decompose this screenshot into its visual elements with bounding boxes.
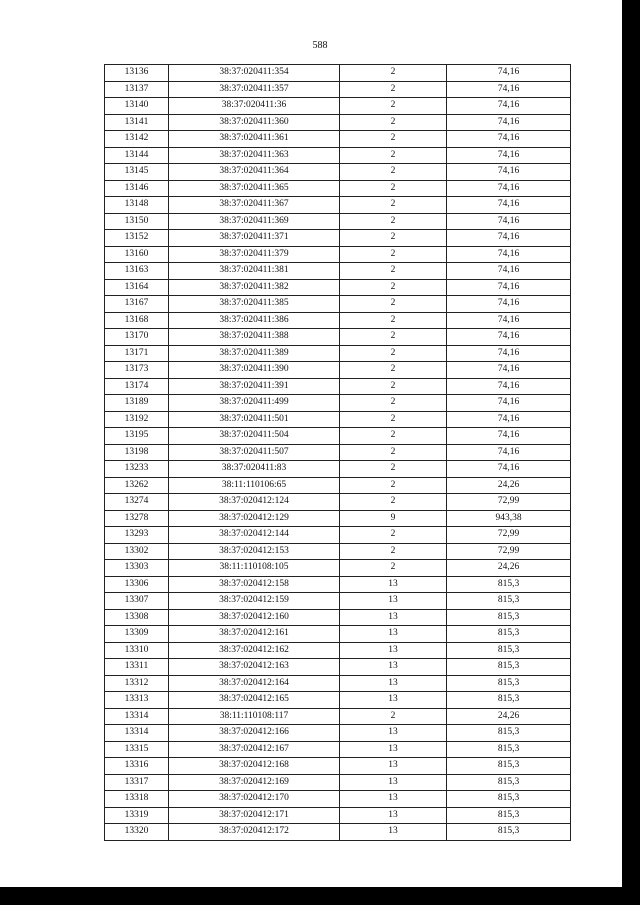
cadastral-number-cell: 38:37:020412:129 — [169, 510, 340, 527]
count-cell: 2 — [340, 296, 447, 313]
row-number-cell: 13167 — [105, 296, 169, 313]
value-cell: 815,3 — [447, 741, 571, 758]
row-number-cell: 13233 — [105, 461, 169, 478]
table-row — [105, 279, 571, 296]
value-cell: 74,16 — [447, 65, 571, 82]
table-row — [105, 576, 571, 593]
table-row — [105, 461, 571, 478]
value-cell: 74,16 — [447, 81, 571, 98]
table-row — [105, 444, 571, 461]
count-cell: 9 — [340, 510, 447, 527]
table-row — [105, 527, 571, 544]
row-number-cell: 13145 — [105, 164, 169, 181]
row-number-cell: 13164 — [105, 279, 169, 296]
table-row — [105, 164, 571, 181]
value-cell: 815,3 — [447, 774, 571, 791]
count-cell: 2 — [340, 560, 447, 577]
row-number-cell: 13137 — [105, 81, 169, 98]
table-row — [105, 725, 571, 742]
value-cell: 24,26 — [447, 708, 571, 725]
value-cell: 815,3 — [447, 758, 571, 775]
value-cell: 815,3 — [447, 675, 571, 692]
value-cell: 74,16 — [447, 378, 571, 395]
cadastral-number-cell: 38:37:020411:381 — [169, 263, 340, 280]
table-body — [105, 65, 571, 841]
count-cell: 13 — [340, 659, 447, 676]
count-cell: 13 — [340, 741, 447, 758]
row-number-cell: 13310 — [105, 642, 169, 659]
table-row — [105, 246, 571, 263]
value-cell: 74,16 — [447, 345, 571, 362]
cadastral-number-cell: 38:37:020411:357 — [169, 81, 340, 98]
value-cell: 74,16 — [447, 164, 571, 181]
cadastral-number-cell: 38:37:020412:171 — [169, 807, 340, 824]
count-cell: 2 — [340, 279, 447, 296]
table-row — [105, 378, 571, 395]
row-number-cell: 13317 — [105, 774, 169, 791]
table-row — [105, 296, 571, 313]
cadastral-number-cell: 38:37:020412:124 — [169, 494, 340, 511]
count-cell: 2 — [340, 246, 447, 263]
value-cell: 815,3 — [447, 725, 571, 742]
cadastral-number-cell: 38:37:020412:164 — [169, 675, 340, 692]
table-row — [105, 197, 571, 214]
count-cell: 13 — [340, 824, 447, 841]
cadastral-number-cell: 38:37:020412:169 — [169, 774, 340, 791]
value-cell: 72,99 — [447, 527, 571, 544]
count-cell: 13 — [340, 791, 447, 808]
row-number-cell: 13306 — [105, 576, 169, 593]
row-number-cell: 13319 — [105, 807, 169, 824]
table-row — [105, 675, 571, 692]
table-row — [105, 180, 571, 197]
cadastral-number-cell: 38:37:020412:162 — [169, 642, 340, 659]
scan-edge-right — [622, 0, 640, 905]
table-row — [105, 609, 571, 626]
cadastral-number-cell: 38:37:020412:160 — [169, 609, 340, 626]
row-number-cell: 13293 — [105, 527, 169, 544]
count-cell: 2 — [340, 131, 447, 148]
cadastral-number-cell: 38:37:020411:382 — [169, 279, 340, 296]
value-cell: 815,3 — [447, 824, 571, 841]
row-number-cell: 13173 — [105, 362, 169, 379]
value-cell: 74,16 — [447, 428, 571, 445]
cadastral-number-cell: 38:37:020412:153 — [169, 543, 340, 560]
value-cell: 74,16 — [447, 230, 571, 247]
cadastral-number-cell: 38:37:020412:168 — [169, 758, 340, 775]
value-cell: 74,16 — [447, 213, 571, 230]
count-cell: 2 — [340, 81, 447, 98]
value-cell: 74,16 — [447, 362, 571, 379]
count-cell: 2 — [340, 180, 447, 197]
row-number-cell: 13309 — [105, 626, 169, 643]
row-number-cell: 13148 — [105, 197, 169, 214]
cadastral-number-cell: 38:37:020411:499 — [169, 395, 340, 412]
cadastral-number-cell: 38:37:020412:172 — [169, 824, 340, 841]
row-number-cell: 13150 — [105, 213, 169, 230]
table-row — [105, 428, 571, 445]
value-cell: 74,16 — [447, 279, 571, 296]
row-number-cell: 13141 — [105, 114, 169, 131]
value-cell: 74,16 — [447, 312, 571, 329]
table-row — [105, 81, 571, 98]
cadastral-number-cell: 38:37:020411:360 — [169, 114, 340, 131]
count-cell: 13 — [340, 576, 447, 593]
table-row — [105, 263, 571, 280]
table-row — [105, 791, 571, 808]
count-cell: 2 — [340, 345, 447, 362]
value-cell: 815,3 — [447, 609, 571, 626]
value-cell: 815,3 — [447, 692, 571, 709]
table-row — [105, 131, 571, 148]
count-cell: 2 — [340, 114, 447, 131]
cadastral-number-cell: 38:11:110108:117 — [169, 708, 340, 725]
cadastral-number-cell: 38:37:020411:363 — [169, 147, 340, 164]
cadastral-number-cell: 38:37:020411:390 — [169, 362, 340, 379]
table-row — [105, 741, 571, 758]
count-cell: 2 — [340, 263, 447, 280]
count-cell: 2 — [340, 444, 447, 461]
cadastral-number-cell: 38:37:020412:144 — [169, 527, 340, 544]
count-cell: 2 — [340, 98, 447, 115]
table-row — [105, 626, 571, 643]
count-cell: 2 — [340, 477, 447, 494]
value-cell: 74,16 — [447, 461, 571, 478]
value-cell: 24,26 — [447, 477, 571, 494]
scan-edge-bottom — [0, 887, 640, 905]
row-number-cell: 13136 — [105, 65, 169, 82]
cadastral-number-cell: 38:37:020411:361 — [169, 131, 340, 148]
row-number-cell: 13152 — [105, 230, 169, 247]
count-cell: 2 — [340, 362, 447, 379]
count-cell: 2 — [340, 213, 447, 230]
row-number-cell: 13146 — [105, 180, 169, 197]
count-cell: 2 — [340, 708, 447, 725]
cadastral-number-cell: 38:37:020411:364 — [169, 164, 340, 181]
cadastral-number-cell: 38:37:020411:388 — [169, 329, 340, 346]
value-cell: 815,3 — [447, 576, 571, 593]
value-cell: 74,16 — [447, 296, 571, 313]
table-row — [105, 411, 571, 428]
row-number-cell: 13320 — [105, 824, 169, 841]
table-row — [105, 345, 571, 362]
row-number-cell: 13315 — [105, 741, 169, 758]
row-number-cell: 13312 — [105, 675, 169, 692]
count-cell: 2 — [340, 147, 447, 164]
table-row — [105, 560, 571, 577]
value-cell: 815,3 — [447, 626, 571, 643]
count-cell: 13 — [340, 675, 447, 692]
count-cell: 13 — [340, 609, 447, 626]
row-number-cell: 13174 — [105, 378, 169, 395]
count-cell: 2 — [340, 494, 447, 511]
cadastral-number-cell: 38:37:020411:83 — [169, 461, 340, 478]
cadastral-number-cell: 38:37:020411:371 — [169, 230, 340, 247]
cadastral-number-cell: 38:11:110106:65 — [169, 477, 340, 494]
count-cell: 2 — [340, 329, 447, 346]
value-cell: 74,16 — [447, 147, 571, 164]
value-cell: 24,26 — [447, 560, 571, 577]
table-row — [105, 692, 571, 709]
row-number-cell: 13318 — [105, 791, 169, 808]
value-cell: 815,3 — [447, 807, 571, 824]
count-cell: 13 — [340, 758, 447, 775]
row-number-cell: 13160 — [105, 246, 169, 263]
count-cell: 13 — [340, 774, 447, 791]
row-number-cell: 13144 — [105, 147, 169, 164]
table-row — [105, 510, 571, 527]
value-cell: 74,16 — [447, 395, 571, 412]
row-number-cell: 13314 — [105, 725, 169, 742]
table-row — [105, 774, 571, 791]
table-row — [105, 329, 571, 346]
row-number-cell: 13192 — [105, 411, 169, 428]
table-row — [105, 147, 571, 164]
table-row — [105, 758, 571, 775]
cadastral-number-cell: 38:37:020411:389 — [169, 345, 340, 362]
row-number-cell: 13198 — [105, 444, 169, 461]
table-row — [105, 494, 571, 511]
table-row — [105, 114, 571, 131]
value-cell: 815,3 — [447, 659, 571, 676]
value-cell: 74,16 — [447, 444, 571, 461]
value-cell: 74,16 — [447, 263, 571, 280]
count-cell: 13 — [340, 642, 447, 659]
cadastral-number-cell: 38:37:020411:36 — [169, 98, 340, 115]
count-cell: 2 — [340, 197, 447, 214]
row-number-cell: 13303 — [105, 560, 169, 577]
row-number-cell: 13171 — [105, 345, 169, 362]
count-cell: 2 — [340, 230, 447, 247]
count-cell: 2 — [340, 543, 447, 560]
cadastral-number-cell: 38:37:020411:369 — [169, 213, 340, 230]
table-row — [105, 98, 571, 115]
row-number-cell: 13163 — [105, 263, 169, 280]
cadastral-number-cell: 38:37:020411:504 — [169, 428, 340, 445]
table-row — [105, 213, 571, 230]
table-row — [105, 807, 571, 824]
value-cell: 74,16 — [447, 411, 571, 428]
cadastral-number-cell: 38:37:020411:354 — [169, 65, 340, 82]
table-row — [105, 708, 571, 725]
cadastral-number-cell: 38:37:020412:167 — [169, 741, 340, 758]
value-cell: 74,16 — [447, 329, 571, 346]
page-number: 588 — [312, 40, 328, 51]
value-cell: 74,16 — [447, 180, 571, 197]
row-number-cell: 13274 — [105, 494, 169, 511]
value-cell: 72,99 — [447, 494, 571, 511]
row-number-cell: 13308 — [105, 609, 169, 626]
row-number-cell: 13302 — [105, 543, 169, 560]
row-number-cell: 13195 — [105, 428, 169, 445]
cadastral-number-cell: 38:37:020411:386 — [169, 312, 340, 329]
row-number-cell: 13189 — [105, 395, 169, 412]
count-cell: 2 — [340, 395, 447, 412]
row-number-cell: 13314 — [105, 708, 169, 725]
count-cell: 2 — [340, 65, 447, 82]
table-row — [105, 824, 571, 841]
row-number-cell: 13140 — [105, 98, 169, 115]
table-row — [105, 312, 571, 329]
table-row — [105, 362, 571, 379]
value-cell: 943,38 — [447, 510, 571, 527]
value-cell: 74,16 — [447, 98, 571, 115]
value-cell: 74,16 — [447, 197, 571, 214]
row-number-cell: 13262 — [105, 477, 169, 494]
value-cell: 815,3 — [447, 642, 571, 659]
cadastral-number-cell: 38:37:020411:385 — [169, 296, 340, 313]
cadastral-number-cell: 38:37:020411:367 — [169, 197, 340, 214]
count-cell: 2 — [340, 411, 447, 428]
count-cell: 13 — [340, 807, 447, 824]
cadastral-number-cell: 38:37:020412:163 — [169, 659, 340, 676]
table-row — [105, 642, 571, 659]
table-row — [105, 543, 571, 560]
value-cell: 74,16 — [447, 131, 571, 148]
count-cell: 13 — [340, 725, 447, 742]
count-cell: 2 — [340, 461, 447, 478]
cadastral-number-cell: 38:37:020412:161 — [169, 626, 340, 643]
row-number-cell: 13311 — [105, 659, 169, 676]
row-number-cell: 13170 — [105, 329, 169, 346]
row-number-cell: 13316 — [105, 758, 169, 775]
table-row — [105, 477, 571, 494]
count-cell: 2 — [340, 378, 447, 395]
cadastral-number-cell: 38:37:020411:379 — [169, 246, 340, 263]
cadastral-number-cell: 38:37:020411:365 — [169, 180, 340, 197]
cadastral-number-cell: 38:37:020412:158 — [169, 576, 340, 593]
row-number-cell: 13313 — [105, 692, 169, 709]
count-cell: 13 — [340, 593, 447, 610]
cadastral-number-cell: 38:37:020412:166 — [169, 725, 340, 742]
table-row — [105, 65, 571, 82]
cadastral-table — [104, 64, 571, 841]
value-cell: 74,16 — [447, 114, 571, 131]
value-cell: 72,99 — [447, 543, 571, 560]
cadastral-number-cell: 38:37:020412:159 — [169, 593, 340, 610]
cadastral-number-cell: 38:11:110108:105 — [169, 560, 340, 577]
value-cell: 74,16 — [447, 246, 571, 263]
value-cell: 815,3 — [447, 791, 571, 808]
count-cell: 2 — [340, 428, 447, 445]
table-row — [105, 395, 571, 412]
cadastral-number-cell: 38:37:020411:391 — [169, 378, 340, 395]
cadastral-number-cell: 38:37:020412:170 — [169, 791, 340, 808]
cadastral-number-cell: 38:37:020411:501 — [169, 411, 340, 428]
table-row — [105, 230, 571, 247]
count-cell: 2 — [340, 164, 447, 181]
count-cell: 13 — [340, 626, 447, 643]
row-number-cell: 13168 — [105, 312, 169, 329]
table-row — [105, 659, 571, 676]
value-cell: 815,3 — [447, 593, 571, 610]
row-number-cell: 13307 — [105, 593, 169, 610]
count-cell: 2 — [340, 527, 447, 544]
count-cell: 13 — [340, 692, 447, 709]
row-number-cell: 13142 — [105, 131, 169, 148]
table-row — [105, 593, 571, 610]
cadastral-number-cell: 38:37:020412:165 — [169, 692, 340, 709]
count-cell: 2 — [340, 312, 447, 329]
row-number-cell: 13278 — [105, 510, 169, 527]
cadastral-number-cell: 38:37:020411:507 — [169, 444, 340, 461]
